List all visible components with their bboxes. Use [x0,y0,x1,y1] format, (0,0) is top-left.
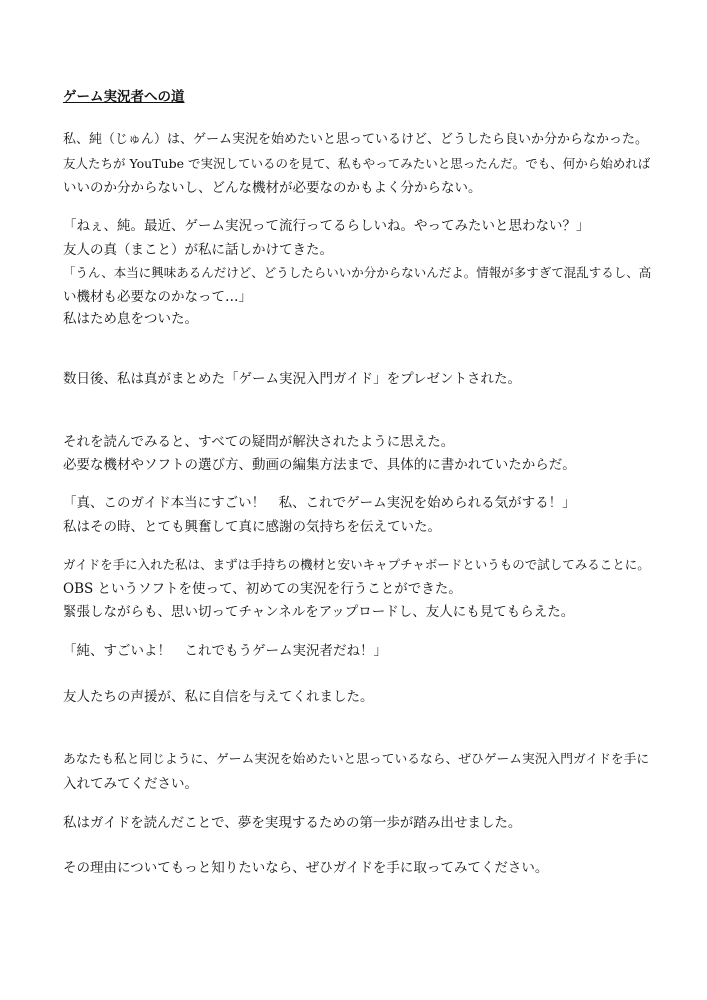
paragraph-line: 緊張しながらも、思い切ってチャンネルをアップロードし、友人にも見てもらえた。 [63,604,575,620]
paragraph-line: その理由についてもっと知りたいなら、ぜひガイドを手に取ってみてください。 [63,860,549,876]
paragraph-line: 私はガイドを読んだことで、夢を実現するための第一歩が踏み出せました。 [63,815,522,831]
paragraph-line: 入れてみてください。 [63,776,198,792]
paragraph-line: 私はため息をついた。 [63,311,198,327]
paragraph-line: ガイドを手に入れた私は、まずは手持ちの機材と安いキャプチャボードというもので試してみることに。 [63,557,650,572]
paragraph-line: い機材も必要なのかなって…」 [63,289,252,305]
paragraph-line: 友人たちが YouTube で実況しているのを見て、私もやってみたいと思ったんだ。でも、何から始めれば [63,156,651,171]
paragraph-line: あなたも私と同じように、ゲーム実況を始めたいと思っているなら、ぜひゲーム実況入門ガイドを手に [63,752,650,767]
paragraph-line: 「ねぇ、純。最近、ゲーム実況って流行ってるらしいね。やってみたいと思わない？」 [63,218,590,234]
paragraph-line: 私、純（じゅん）は、ゲーム実況を始めたいと思っているけど、どうしたら良いか分からなかった。 [63,132,649,147]
paragraph-line: 友人の真（まこと）が私に話しかけてきた。 [63,242,333,258]
paragraph-line: 私はその時、とても興奮して真に感謝の気持ちを伝えていた。 [63,519,441,535]
document-title: ゲーム実況者への道 [63,89,185,105]
paragraph-line: 友人たちの声援が、私に自信を与えてくれました。 [63,689,374,705]
paragraph-line: それを読んでみると、すべての疑問が解決されたように思えた。 [63,434,455,450]
paragraph-line: 数日後、私は真がまとめた「ゲーム実況入門ガイド」をプレゼントされた。 [63,371,522,387]
paragraph-line: 必要な機材やソフトの選び方、動画の編集方法まで、具体的に書かれていたからだ。 [63,457,576,473]
paragraph-line: いいのか分からないし、どんな機材が必要なのかもよく分からない。 [63,180,482,196]
paragraph-line: 「純、すごいよ！ これでもうゲーム実況者だね！」 [63,643,387,659]
paragraph-line: OBS というソフトを使って、初めての実況を行うことができた。 [63,581,462,597]
paragraph-line: 「真、このガイド本当にすごい！ 私、これでゲーム実況を始められる気がする！」 [63,495,576,511]
paragraph-line: 「うん、本当に興味あるんだけど、どうしたらいいか分からないんだよ。情報が多すぎて混乱するし、高 [63,265,652,280]
